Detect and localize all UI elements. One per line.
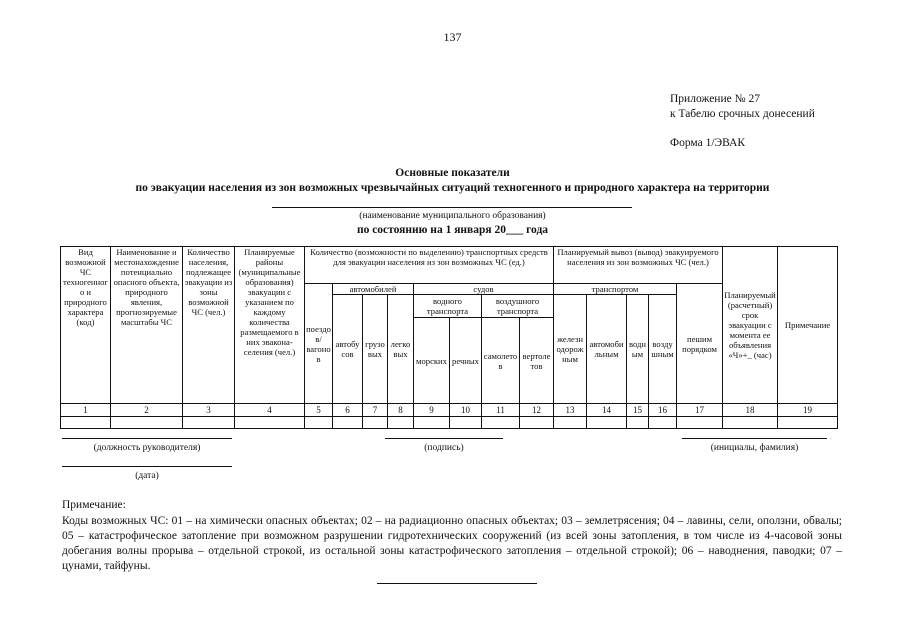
column-number: 6 [333, 404, 363, 417]
evacuation-table [60, 246, 838, 429]
header-airway: воздушным [649, 295, 677, 404]
column-number: 14 [587, 404, 627, 417]
data-cell[interactable] [111, 417, 183, 429]
column-number: 9 [414, 404, 450, 417]
data-cell[interactable] [587, 417, 627, 429]
data-cell[interactable] [388, 417, 414, 429]
appendix-line-2: к Табелю срочных донесений [670, 108, 815, 120]
header-railway: железнодорожным [554, 295, 587, 404]
header-trucks: грузовых [363, 295, 388, 404]
document-title: Основные показатели [395, 167, 510, 179]
header-buses: автобусов [333, 295, 363, 404]
data-cell[interactable] [61, 417, 111, 429]
header-planned-removal: Планируемый вывоз (вывод) эвакуируемого населения из зон возможных ЧС (чел.) [554, 247, 723, 284]
column-number: 15 [627, 404, 649, 417]
header-chs-code: Вид возможной ЧС техногенного и природного характера (код) [61, 247, 111, 404]
data-cell[interactable] [677, 417, 723, 429]
end-separator-line [377, 583, 537, 584]
header-vehicle-count: Количество (возможности по выделению) транспортных средств для эвакуации населения из зон возможных ЧС (ед.) [305, 247, 554, 284]
header-water-transport: водного транспорта [414, 295, 482, 318]
data-cell[interactable] [723, 417, 778, 429]
page-number: 137 [443, 30, 462, 44]
position-fill-line [62, 438, 232, 439]
appendix-line-1: Приложение № 27 [670, 93, 760, 105]
municipality-fill-line [272, 207, 632, 208]
signature-fill-line [385, 438, 503, 439]
data-cell[interactable] [482, 417, 520, 429]
column-number: 16 [649, 404, 677, 417]
header-river-vessels: речных [450, 318, 482, 404]
header-waterway: водным [627, 295, 649, 404]
column-number: 7 [363, 404, 388, 417]
header-road: автомобильным [587, 295, 627, 404]
header-air-transport: воздушного транспорта [482, 295, 554, 318]
header-planes: самолетов [482, 318, 520, 404]
document-subtitle: по эвакуации населения из зон возможных чрезвычайных ситуаций техногенного и природного характера на территории [135, 182, 770, 194]
as-of-date: по состоянию на 1 января 20___ года [356, 224, 549, 236]
column-number: 2 [111, 404, 183, 417]
data-cell[interactable] [778, 417, 838, 429]
data-cell[interactable] [627, 417, 649, 429]
header-evacuation-areas: Планируемые районы (муниципальные образования) эвакуации с указанием по каждому количества размещаемого в них эваконаселения (чел.) [235, 247, 305, 404]
header-note-column: Примечание [778, 247, 838, 404]
date-caption: (дата) [135, 471, 159, 481]
header-cars: легковых [388, 295, 414, 404]
column-number: 10 [450, 404, 482, 417]
signature-caption: (подпись) [424, 443, 464, 453]
name-fill-line [682, 438, 827, 439]
name-caption: (инициалы, фамилия) [710, 443, 799, 453]
column-number: 17 [677, 404, 723, 417]
data-cell[interactable] [333, 417, 363, 429]
header-helicopters: вертолетов [520, 318, 554, 404]
column-number: 5 [305, 404, 333, 417]
column-number: 19 [778, 404, 838, 417]
data-cell[interactable] [305, 417, 333, 429]
column-number: 8 [388, 404, 414, 417]
empty-data-row [61, 417, 838, 429]
data-cell[interactable] [363, 417, 388, 429]
data-cell[interactable] [183, 417, 235, 429]
data-cell[interactable] [235, 417, 305, 429]
municipality-caption: (наименование муниципального образования) [359, 211, 546, 221]
header-automobiles: автомобилей [333, 284, 414, 295]
header-on-foot: пешим порядком [677, 284, 723, 404]
column-number: 18 [723, 404, 778, 417]
column-number: 13 [554, 404, 587, 417]
form-code: Форма 1/ЭВАК [670, 137, 746, 149]
date-fill-line [62, 466, 232, 467]
header-vessels: судов [414, 284, 554, 295]
column-number: 11 [482, 404, 520, 417]
note-heading: Примечание: [62, 499, 126, 511]
data-cell[interactable] [450, 417, 482, 429]
column-number: 4 [235, 404, 305, 417]
header-sea-vessels: морских [414, 318, 450, 404]
appendix-block [670, 92, 815, 122]
column-number: 3 [183, 404, 235, 417]
header-by-transport: транспортом [554, 284, 677, 295]
data-cell[interactable] [649, 417, 677, 429]
header-evacuation-term: Планируемый (расчетный) срок эвакуации с момента ее объявления «Ч»+_ (час) [723, 247, 778, 404]
data-cell[interactable] [554, 417, 587, 429]
note-text: Коды возможных ЧС: 01 – на химически опасных объектах; 02 – на радиационно опасных объектах; 03 – землетрясения; 04 – лавины, сели, оползни, обвалы; 05 – катастрофическое затопление при возможном разрушении гидротехнических сооружений (из всей зоны затопления, в том числе из 4-часовой зоны добегания волны прорыва – отдельной строкой, из остальной зоны катастрофического затопления – отдельной строкой); 06 – наводнения, паводки; 07 – цунами, тайфуны. [62, 515, 842, 572]
data-cell[interactable] [414, 417, 450, 429]
column-number-row [61, 404, 838, 417]
header-object-name: Наименование и местонахождение потенциально опасного объекта, природного явления, прогнозируемые масштабы ЧС [111, 247, 183, 404]
column-number: 1 [61, 404, 111, 417]
column-number: 12 [520, 404, 554, 417]
data-cell[interactable] [520, 417, 554, 429]
position-caption: (должность руководителя) [93, 443, 201, 453]
header-population-count: Количество населения, подлежащее эвакуации из зоны возможной ЧС (чел.) [183, 247, 235, 404]
header-trains: поездов/вагонов [305, 284, 333, 404]
